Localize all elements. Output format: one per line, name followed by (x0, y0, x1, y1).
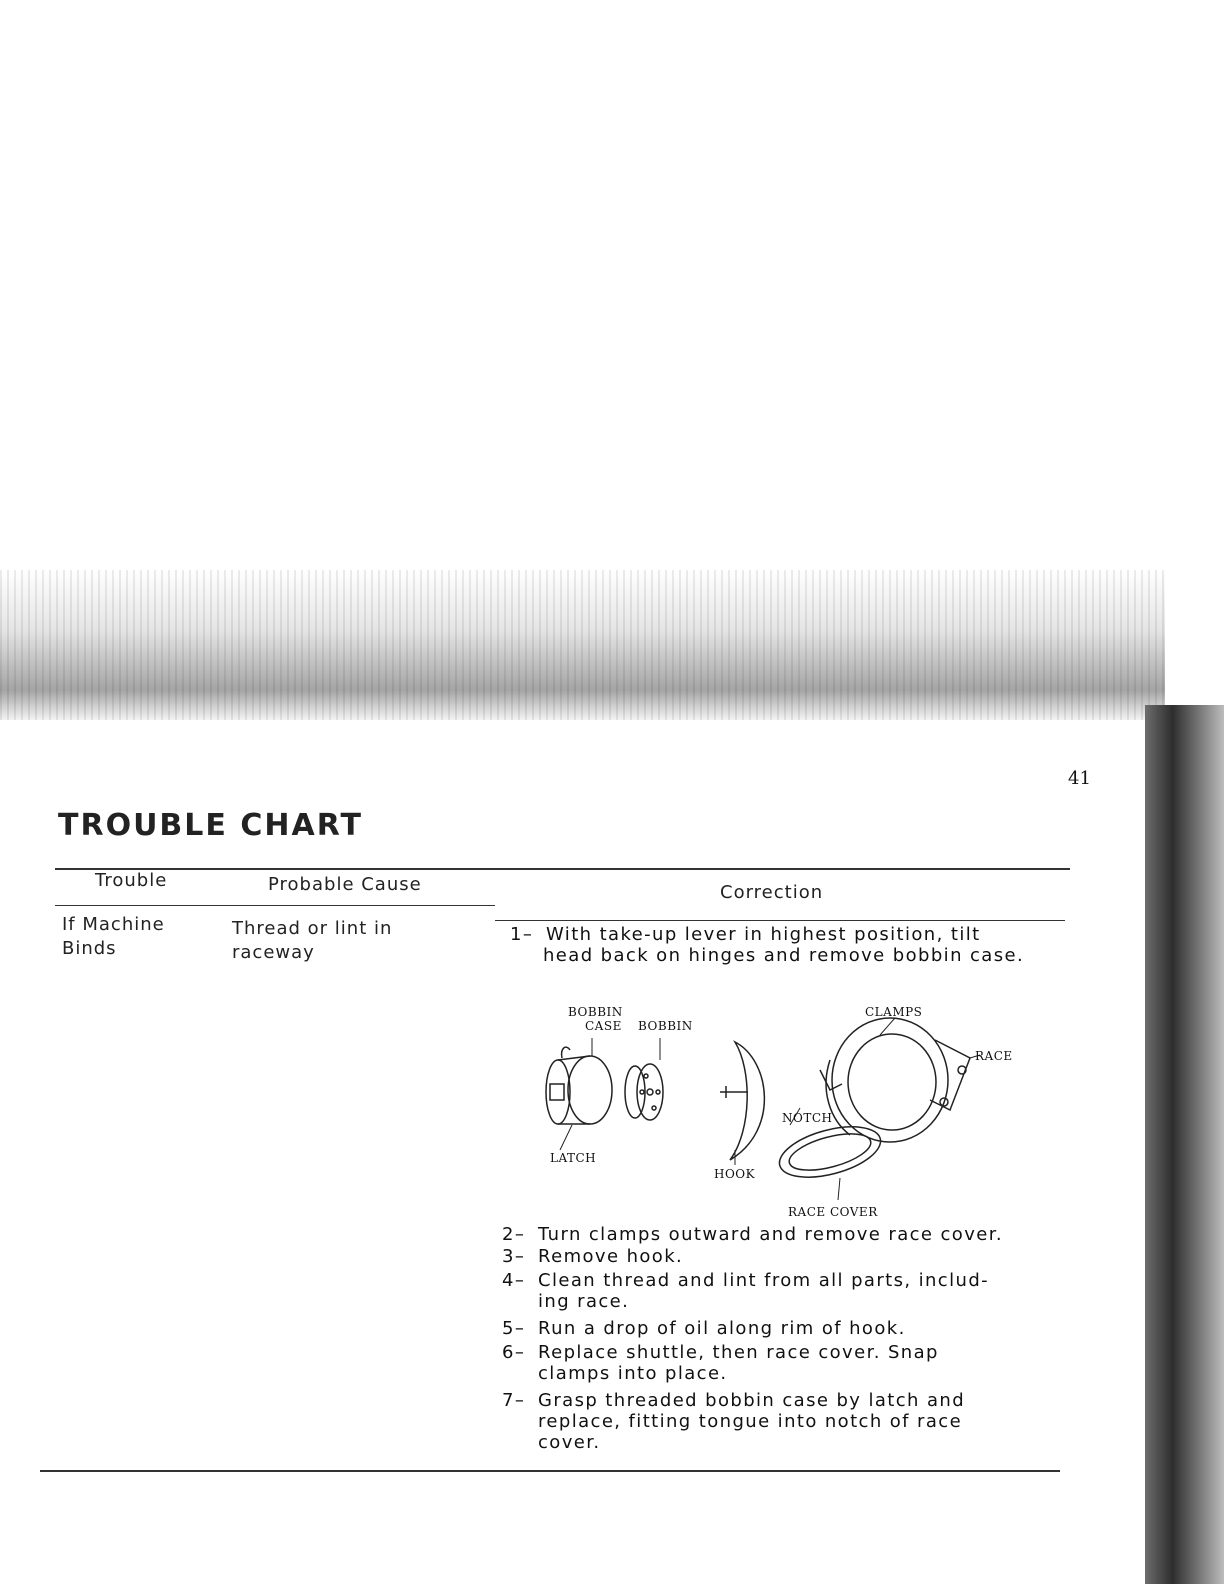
step-text-continued: head back on hinges and remove bobbin case. (543, 945, 1025, 966)
probable-cause-cell (232, 917, 392, 965)
label-hook: HOOK (714, 1167, 756, 1181)
step-number: 3– (502, 1246, 526, 1267)
cause-line: raceway (232, 942, 315, 963)
bobbin-illustration (625, 1064, 663, 1120)
step-text: Remove hook. (538, 1246, 684, 1267)
step-number: 1– (510, 924, 534, 945)
step-text: Replace shuttle, then race cover. Snap (538, 1342, 939, 1363)
leader-lines (560, 1018, 980, 1200)
label-latch: LATCH (550, 1151, 597, 1165)
step-number: 5– (502, 1318, 526, 1339)
label-clamps: CLAMPS (865, 1005, 923, 1019)
correction-step-4 (502, 1270, 1050, 1312)
step-text-continued: replace, fitting tongue into notch of race (538, 1411, 963, 1432)
scan-page-edge (1145, 705, 1224, 1584)
correction-step-6 (502, 1342, 1050, 1384)
column-header-trouble: Trouble (95, 870, 168, 891)
step-number: 6– (502, 1342, 526, 1363)
step-text-continued: cover. (538, 1432, 601, 1453)
label-race-cover: RACE COVER (788, 1205, 878, 1219)
cause-line: Thread or lint in (232, 918, 393, 939)
hook-assembly-diagram (530, 1000, 1030, 1220)
step-text: Clean thread and lint from all parts, includ- (538, 1270, 990, 1291)
label-bobbin: BOBBIN (638, 1019, 693, 1033)
correction-step-1 (510, 924, 1058, 966)
step-text-continued: ing race. (538, 1291, 630, 1312)
table-top-rule (55, 868, 1070, 870)
page-number: 41 (1068, 768, 1091, 789)
table-bottom-rule (40, 1470, 1060, 1472)
column-header-probable-cause: Probable Cause (268, 874, 422, 895)
step-text: Grasp threaded bobbin case by latch and (538, 1390, 966, 1411)
correction-step-3 (502, 1246, 1050, 1267)
step-text: Turn clamps outward and remove race cover. (538, 1224, 1004, 1245)
step-number: 4– (502, 1270, 526, 1291)
label-race: RACE (975, 1049, 1013, 1063)
step-number: 7– (502, 1390, 526, 1411)
race-assembly-illustration (774, 1018, 970, 1187)
trouble-line: Binds (62, 938, 117, 959)
step-text: Run a drop of oil along rim of hook. (538, 1318, 906, 1339)
label-bobbin-case-2: CASE (585, 1019, 622, 1033)
label-notch: NOTCH (782, 1111, 833, 1125)
header-bottom-rule-right (495, 920, 1065, 921)
page-title: TROUBLE CHART (58, 808, 363, 843)
header-bottom-rule-left (55, 905, 495, 906)
step-number: 2– (502, 1224, 526, 1245)
step-text-continued: clamps into place. (538, 1363, 728, 1384)
label-bobbin-case-1: BOBBIN (568, 1005, 623, 1019)
scan-artifact-band (0, 570, 1165, 720)
trouble-line: If Machine (62, 914, 165, 935)
step-text: With take-up lever in highest position, tilt (546, 924, 981, 945)
correction-step-7 (502, 1390, 1050, 1453)
column-header-correction: Correction (720, 882, 824, 903)
correction-step-2 (502, 1224, 1050, 1245)
trouble-cell (62, 913, 165, 961)
correction-step-5 (502, 1318, 1050, 1339)
bobbin-case-illustration (546, 1047, 612, 1124)
hook-illustration (720, 1042, 764, 1160)
